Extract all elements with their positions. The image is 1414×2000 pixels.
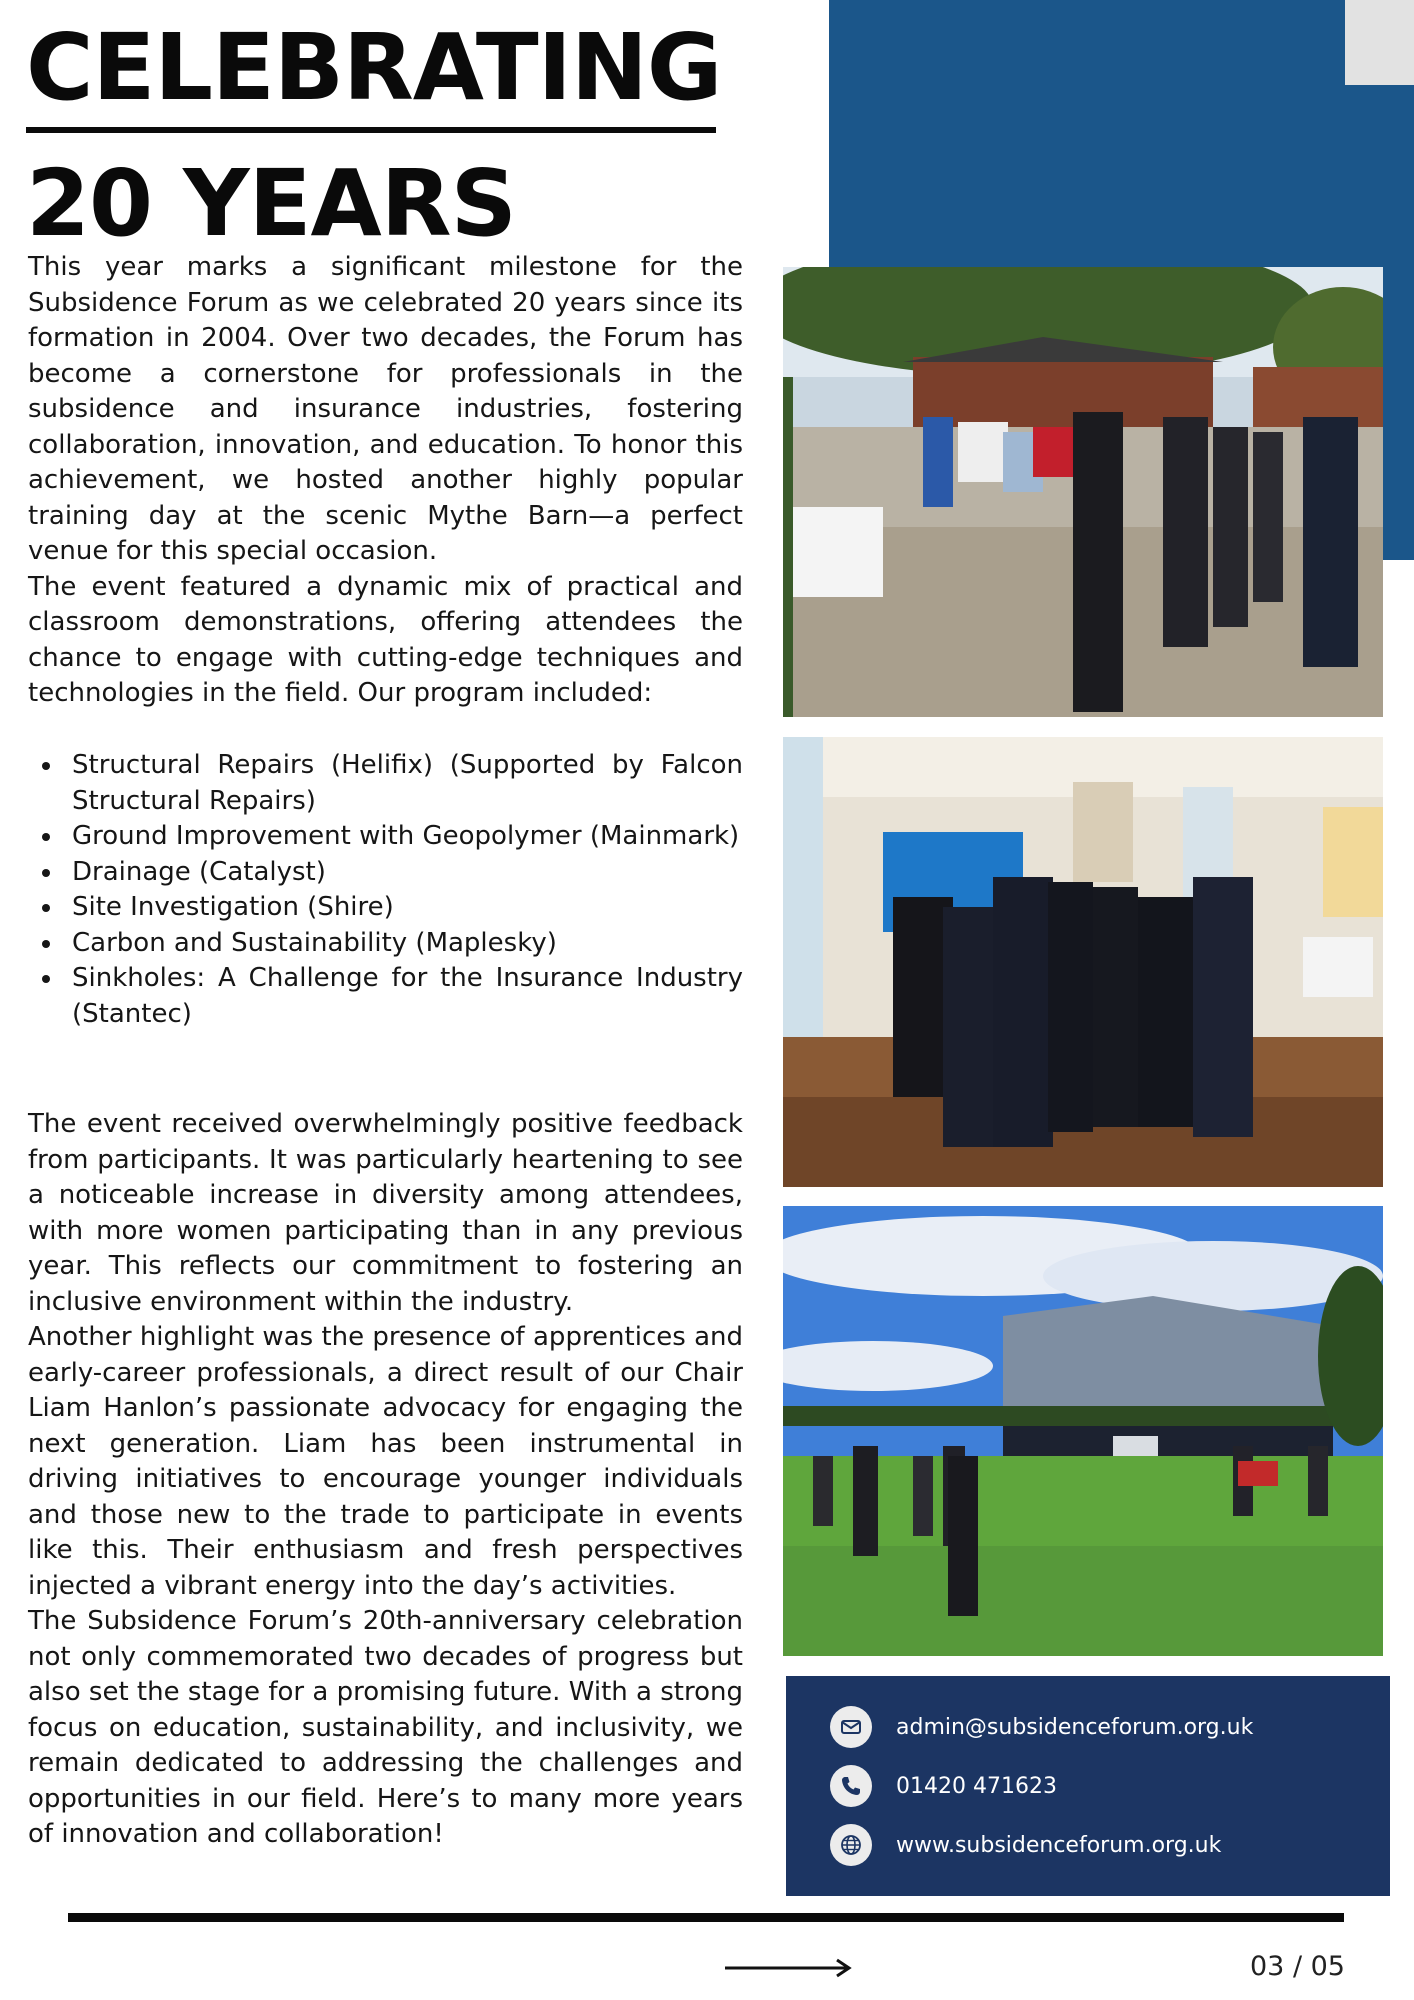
mail-icon: [830, 1706, 872, 1748]
decorative-grey-block: [1345, 0, 1414, 85]
contact-email-row[interactable]: [830, 1706, 1253, 1748]
program-list-block: [28, 748, 743, 1032]
intro-text: [28, 250, 743, 712]
photo-indoor-team: [783, 737, 1383, 1187]
footer-divider: [68, 1913, 1344, 1922]
contact-phone-row[interactable]: [830, 1765, 1057, 1807]
contact-website[interactable]: www.subsidenceforum.org.uk: [896, 1832, 1222, 1858]
program-list-item: Sinkholes: A Challenge for the Insurance Industry (Stantec): [28, 961, 743, 1032]
contact-email[interactable]: admin@subsidenceforum.org.uk: [896, 1714, 1254, 1740]
closing-text: [28, 1107, 743, 1853]
closing-paragraph: The Subsidence Forum’s 20th-anniversary celebration not only commemorated two decades of progress but also set the stage for a promising future. With a strong focus on education, sustainability, and inclusivity, we remain dedicated to addressing the challenges and opportunities in our field. Here’s to many more years of innovation and collaboration!: [28, 1606, 743, 1849]
photo-barn-exterior: [783, 1206, 1383, 1656]
page-number: 03 / 05: [1250, 1951, 1345, 1982]
contact-website-row[interactable]: [830, 1824, 1221, 1866]
program-list-item: Structural Repairs (Helifix) (Supported by Falcon Structural Repairs): [28, 748, 743, 819]
program-list: [28, 748, 743, 1032]
page-title-line-1: CELEBRATING: [26, 14, 722, 121]
globe-icon: [830, 1824, 872, 1866]
title-divider: [26, 127, 716, 133]
intro-paragraph: This year marks a significant milestone for the Subsidence Forum as we celebrated 20 years since its formation in 2004. Over two decades, the Forum has become a cornerstone for professionals in the subsidence and insurance industries, fostering collaboration, innovation, and education. To honor this achievement, we hosted another highly popular training day at the scenic Mythe Barn—a perfect venue for this special occasion.: [28, 252, 743, 566]
program-list-item: Carbon and Sustainability (Maplesky): [28, 926, 743, 962]
program-list-item: Site Investigation (Shire): [28, 890, 743, 926]
contact-panel: [786, 1676, 1390, 1896]
program-list-item: Ground Improvement with Geopolymer (Mainmark): [28, 819, 743, 855]
page-title-line-2: 20 YEARS: [26, 150, 516, 257]
photo-outdoor-exhibition: [783, 267, 1383, 717]
intro-paragraph: The event featured a dynamic mix of practical and classroom demonstrations, offering attendees the chance to engage with cutting-edge techniques and technologies in the field. Our program included:: [28, 571, 743, 708]
contact-phone[interactable]: 01420 471623: [896, 1773, 1057, 1799]
closing-paragraph: The event received overwhelmingly positive feedback from participants. It was particularly heartening to see a noticeable increase in diversity among attendees, with more women participating than in any previous year. This reflects our commitment to fostering an inclusive environment within the industry.: [28, 1109, 743, 1317]
closing-paragraph: Another highlight was the presence of apprentices and early-career professionals, a direct result of our Chair Liam Hanlon’s passionate advocacy for engaging the next generation. Liam has been instrumental in driving initiatives to encourage younger individuals and those new to the trade to participate in events like this. Their enthusiasm and fresh perspectives injected a vibrant energy into the day’s activities.: [28, 1322, 743, 1601]
program-list-item: Drainage (Catalyst): [28, 855, 743, 891]
next-page-arrow-icon[interactable]: [725, 1956, 855, 1980]
phone-icon: [830, 1765, 872, 1807]
